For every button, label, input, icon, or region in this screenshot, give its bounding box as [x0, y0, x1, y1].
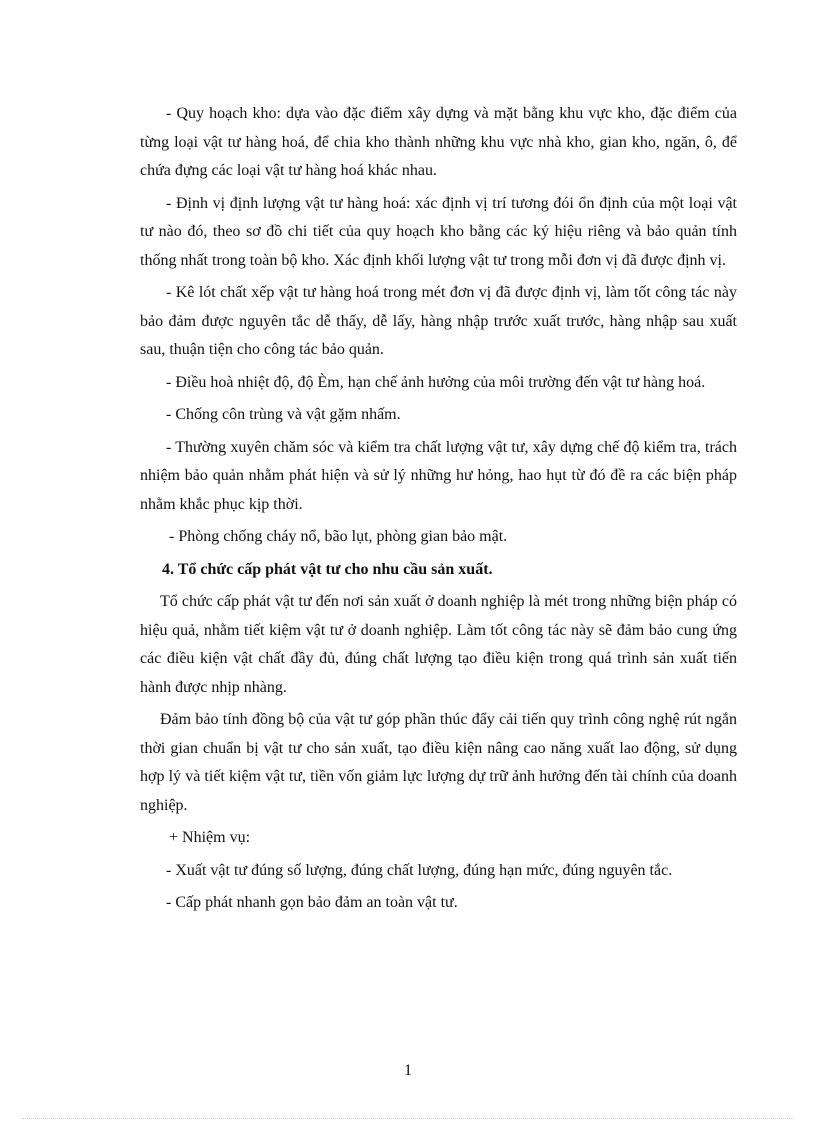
- page-number: 1: [404, 1062, 412, 1079]
- paragraph-warehouse-planning: - Quy hoạch kho: dựa vào đặc điểm xây dựng và mặt bằng khu vực kho, đặc điểm của từng loại vật tư hàng hoá, để chia kho thành những khu vực nhà kho, gian kho, ngăn, ô, để chứa đựng các loại vật tư hàng hoá khác nhau.: [140, 105, 737, 179]
- section-heading: 4. Tổ chức cấp phát vật tư cho nhu cầu sản xuất.: [162, 560, 493, 578]
- paragraph-temperature: - Điều hoà nhiệt độ, độ Èm, hạn chế ảnh hưởng của môi trường đến vật tư hàng hoá.: [166, 373, 706, 391]
- paragraph-synchronization: Đảm bảo tính đồng bộ của vật tư góp phần thúc đẩy cải tiến quy trình công nghệ rút ngắn thời gian chuẩn bị vật tư cho sản xuất, tạo điều kiện nâng cao năng xuất lao động, sử dụng hợp lý và tiết kiệm vật tư, tiền vốn giảm lực lượng dự trữ ảnh hưởng đến tài chính của doanh nghiệp.: [140, 711, 737, 814]
- paragraph-supply-organization: Tổ chức cấp phát vật tư đến nơi sản xuất ở doanh nghiệp là mét trong những biện pháp có hiệu quả, nhằm tiết kiệm vật tư ở doanh nghiệp. Làm tốt công tác này sẽ đảm bảo cung ứng các điều kiện vật chất đầy đủ, đúng chất lượng tạo điều kiện trong quá trình sản xuất tiến hành được nhịp nhàng.: [140, 593, 737, 696]
- page-bottom-divider: [22, 1118, 794, 1119]
- paragraph-tasks-label: + Nhiệm vụ:: [169, 829, 251, 846]
- paragraph-pest-control: - Chống côn trùng và vật gặm nhấm.: [166, 406, 401, 423]
- paragraph-fire-prevention: - Phòng chống cháy nổ, bão lụt, phòng gian bảo mật.: [169, 528, 508, 545]
- paragraph-inspection: - Thường xuyên chăm sóc và kiểm tra chất lượng vật tư, xây dựng chế độ kiểm tra, trách nhiệm bảo quản nhằm phát hiện và sử lý những hư hỏng, hao hụt từ đó đề ra các biện pháp nhằm khắc phục kịp thời.: [140, 438, 737, 513]
- paragraph-task-issue: - Xuất vật tư đúng số lượng, đúng chất lượng, đúng hạn mức, đúng nguyên tắc.: [166, 861, 673, 879]
- document-body: [140, 100, 737, 922]
- paragraph-positioning: - Định vị định lượng vật tư hàng hoá: xác định vị trí tương đói ổn định của một loại vật tư nào đó, theo sơ đồ chi tiết của quy hoạch kho bằng các ký hiệu riêng và bảo quản tính thống nhất trong toàn bộ kho. Xác định khối lượng vật tư trong mỗi đơn vị đã được định vị.: [140, 194, 737, 269]
- paragraph-task-fast: - Cấp phát nhanh gọn bảo đảm an toàn vật tư.: [166, 894, 458, 911]
- paragraph-stacking: - Kê lót chất xếp vật tư hàng hoá trong mét đơn vị đã được định vị, làm tốt công tác này bảo đảm được nguyên tắc dễ thấy, dễ lấy, hàng nhập trước xuất trước, hàng nhập sau xuất sau, thuận tiện cho công tác bảo quản.: [140, 284, 737, 358]
